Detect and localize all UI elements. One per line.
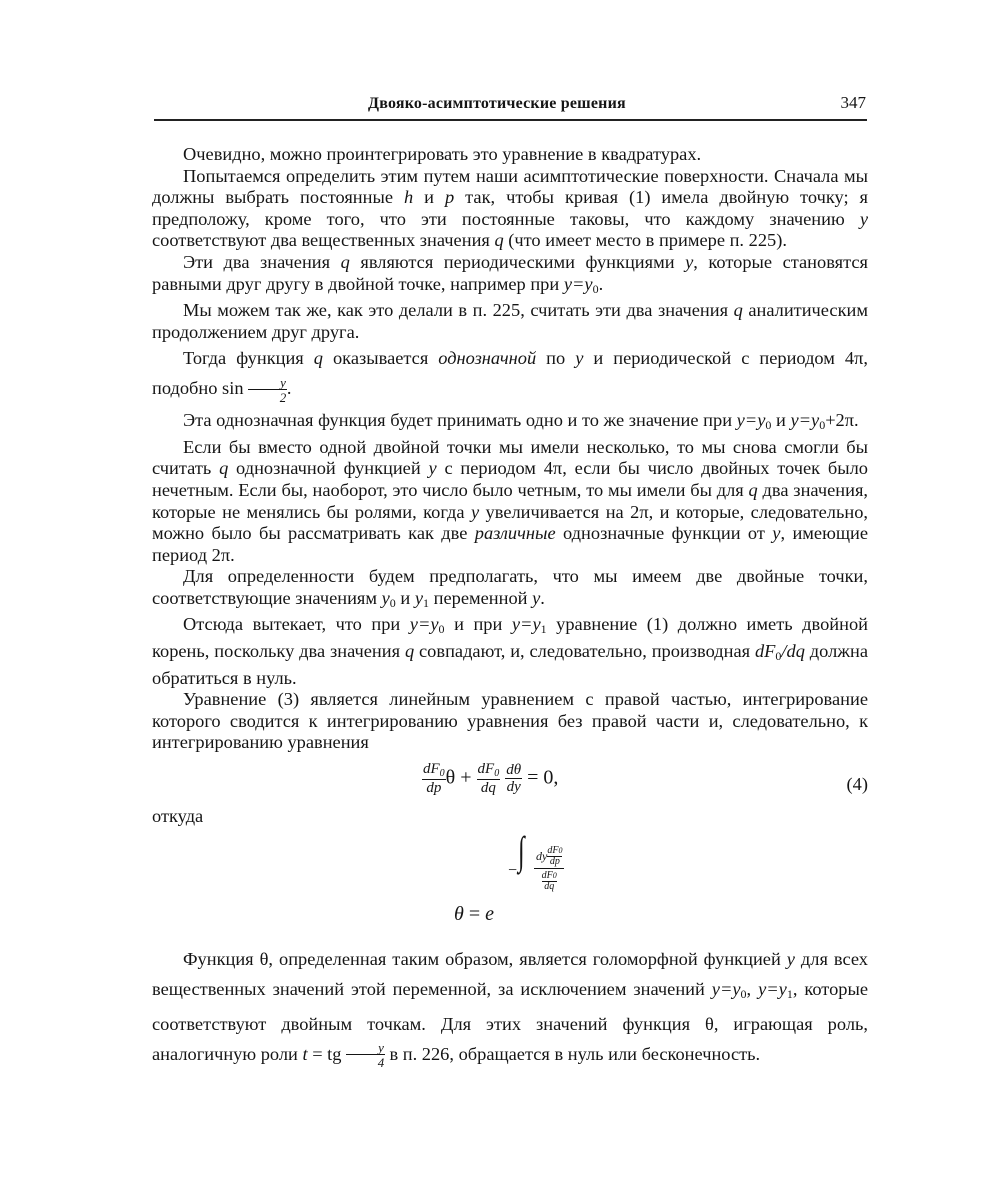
text: в п. 226, обращается в нуль или бесконечность. [384,1043,761,1064]
var-q: q [313,348,323,369]
paragraph-2 [152,166,868,252]
text: dF [547,845,559,857]
var-q: q [733,300,743,321]
subscript: 1 [423,595,430,610]
fraction-dtheta-dy [505,763,522,795]
theta: θ [454,902,464,925]
subscript: 0 [552,871,557,881]
paragraph-10 [152,689,868,754]
var-t: t [302,1043,308,1064]
fraction-denominator: dq [480,780,496,797]
text: и [395,587,415,608]
text: и периодической с периодом 4π, подобно sin [152,348,868,399]
text: . [598,273,604,294]
fraction-numerator: y [346,1041,385,1055]
math-df: dF [754,641,776,662]
fraction-denominator: dy [506,779,521,796]
text: Уравнение (3) является линейным уравнением с правой частью, интегрирование которого сводится к интегрированию уравнения без правой части и, следовательно, к интегрированию уравнения [152,689,868,753]
text: dF [423,761,440,778]
text: dy [536,848,548,863]
text: Мы можем так же, как это делали в п. 225, считать эти два значения [183,300,734,321]
plus-sign: + [455,766,477,789]
emphasis: однозначной [438,348,537,369]
paragraph-6 [152,410,868,437]
equals-zero: = 0, [522,766,559,789]
text: , которые соответствуют двойным точкам. Для этих значений функция θ, играющая роль, аналогичную роли [152,978,868,1064]
header-rule [154,119,867,121]
theta: θ [445,766,456,789]
subscript: 0 [592,281,599,296]
paragraph-5 [152,343,868,404]
paragraph-otkuda [152,806,868,828]
fraction-numerator [422,762,446,780]
fraction-numerator: dθ [506,762,522,779]
equals-sign: = [463,902,486,925]
var-y: y [786,948,795,969]
fraction-denominator: dp [426,780,442,797]
fraction-denominator: 2 [279,390,287,406]
paragraph-8 [152,566,868,614]
var-y: y [859,208,868,229]
paragraph-3 [152,252,868,300]
subscript: 0 [389,595,396,610]
text: уравнение (1) должно иметь двойной корень, поскольку два значения [152,614,868,662]
text: по [536,348,576,369]
subscript: 0 [765,418,772,433]
fraction-y-over-2 [248,376,287,404]
text: , [746,978,759,999]
math-eq: y=y [563,273,593,294]
var-y: y [772,523,781,544]
text: dF [477,761,495,778]
text: однозначные функции от [555,523,773,544]
page-header [154,93,866,117]
text: Функция θ, определенная таким образом, является голоморфной функцией [183,948,787,969]
text: увеличивается на 2π, и которые, следовательно, можно было бы рассматривать как две [152,501,868,544]
text: и при [444,614,512,635]
mini-fraction [542,871,557,892]
var-p: p [444,187,455,208]
var-y: y [381,587,390,608]
text: , которые становятся равными друг другу в двойной точке, например при [152,251,868,294]
equation-5 [152,827,868,944]
subscript: 0 [558,846,563,856]
text: = tg [307,1043,347,1064]
body-text [152,144,868,1069]
fraction-denominator: 4 [377,1055,385,1071]
subscript: 1 [540,622,547,637]
paragraph-11 [152,944,868,1070]
math-eq: y=y [790,410,820,431]
math-eq: y=y [409,614,439,635]
text: Отсюда вытекает, что при [183,614,410,635]
mini-denominator: dp [549,856,560,868]
var-y: y [414,587,424,608]
var-q: q [340,251,350,272]
math-eq: y=y [511,614,541,635]
text: dF [541,870,553,882]
text: с периодом 4π, если бы число двойных точек было нечетным. Если бы, наоборот, это число было четным, то мы имели бы для [152,458,868,500]
text: оказывается [322,348,439,369]
var-q: q [219,458,229,479]
var-y: y [428,458,437,479]
text: Очевидно, можно проинтегрировать это уравнение в квадратурах. [183,144,702,164]
mini-denominator: dq [544,881,555,893]
text: являются периодическими функциями [349,251,686,272]
text: Попытаемся определить этим путем наши асимптотические поверхности. Сначала мы должны выбрать постоянные [152,165,868,208]
equation-5-lhs [454,904,494,926]
exponent-fraction [534,846,564,893]
emphasis: различные [474,523,556,544]
fraction-numerator [477,762,501,780]
page-number: 347 [840,93,866,112]
text: (что имеет место в примере п. 225). [503,230,787,251]
paragraph-9 [152,614,868,689]
fraction-dF0-dp [422,762,446,796]
var-q: q [748,479,758,500]
subscript: 0 [819,418,826,433]
equation-4-formula [422,762,558,796]
text: переменной [429,587,533,608]
text: Эта однозначная функция будет принимать одно и то же значение при [183,410,737,431]
subscript: 1 [786,986,793,1001]
text: +2π. [825,410,859,431]
var-y: y [470,501,480,522]
text: так, чтобы кривая (1) имела двойную точку; я предположу, кроме того, что эти постоянные таковы, что каждому значению [152,187,868,229]
var-q: q [404,641,415,662]
math-eq: y=y [758,978,787,999]
text: аналитическим продолжением друг друга. [152,300,868,342]
var-y: y [685,251,694,272]
subscript: 0 [740,986,747,1001]
mini-fraction [547,846,562,867]
subscript: 0 [438,622,445,637]
fraction-dF0-dq [477,762,501,796]
math-dq: /dq [781,641,805,662]
text: однозначной функцией [228,458,429,479]
paragraph-4 [152,300,868,343]
minus-sign: − [508,861,518,879]
text: Для определенности будем предполагать, что мы имеем две двойные точки, соответствующие значениям [152,566,868,608]
text: Тогда функция [183,348,314,369]
integral-sign: ∫ [518,827,525,873]
paragraph-1 [152,144,868,166]
text: для всех вещественных значений этой переменной, за исключением значений [152,948,868,999]
text: и [771,410,791,431]
text: Эти два значения [183,251,341,272]
text: , имеющие период 2π. [152,523,868,565]
math-eq: y=y [711,978,741,999]
exponent-denominator [534,869,564,892]
text: откуда [152,806,204,827]
var-y: y [575,348,584,369]
fraction-y-over-4 [346,1041,385,1069]
paragraph-7 [152,437,868,567]
text: соответствуют два вещественных значения [152,230,495,251]
subscript: 0 [775,649,782,664]
subscript: 0 [439,768,445,780]
text: совпадают, и, следовательно, производная [414,641,755,662]
exp-base-e: e [485,902,494,925]
text: Если бы вместо одной двойной точки мы имели несколько, то мы снова смогли бы считать [152,436,868,479]
text: . [286,378,292,399]
var-y: y [532,587,541,608]
var-h: h [403,187,414,208]
var-q: q [494,230,504,251]
math-eq: y=y [736,410,766,431]
text: два значения, которые не менялись бы ролями, когда [152,479,868,522]
equation-4 [152,762,868,806]
equation-number: (4) [846,774,868,795]
subscript: 0 [494,768,500,780]
text: и [413,187,445,208]
fraction-numerator: y [248,376,287,390]
running-head: Двояко-асимптотические решения [368,95,626,112]
exponent-numerator [534,846,564,870]
text: должна обратиться в нуль. [152,641,869,688]
text: . [540,587,545,608]
